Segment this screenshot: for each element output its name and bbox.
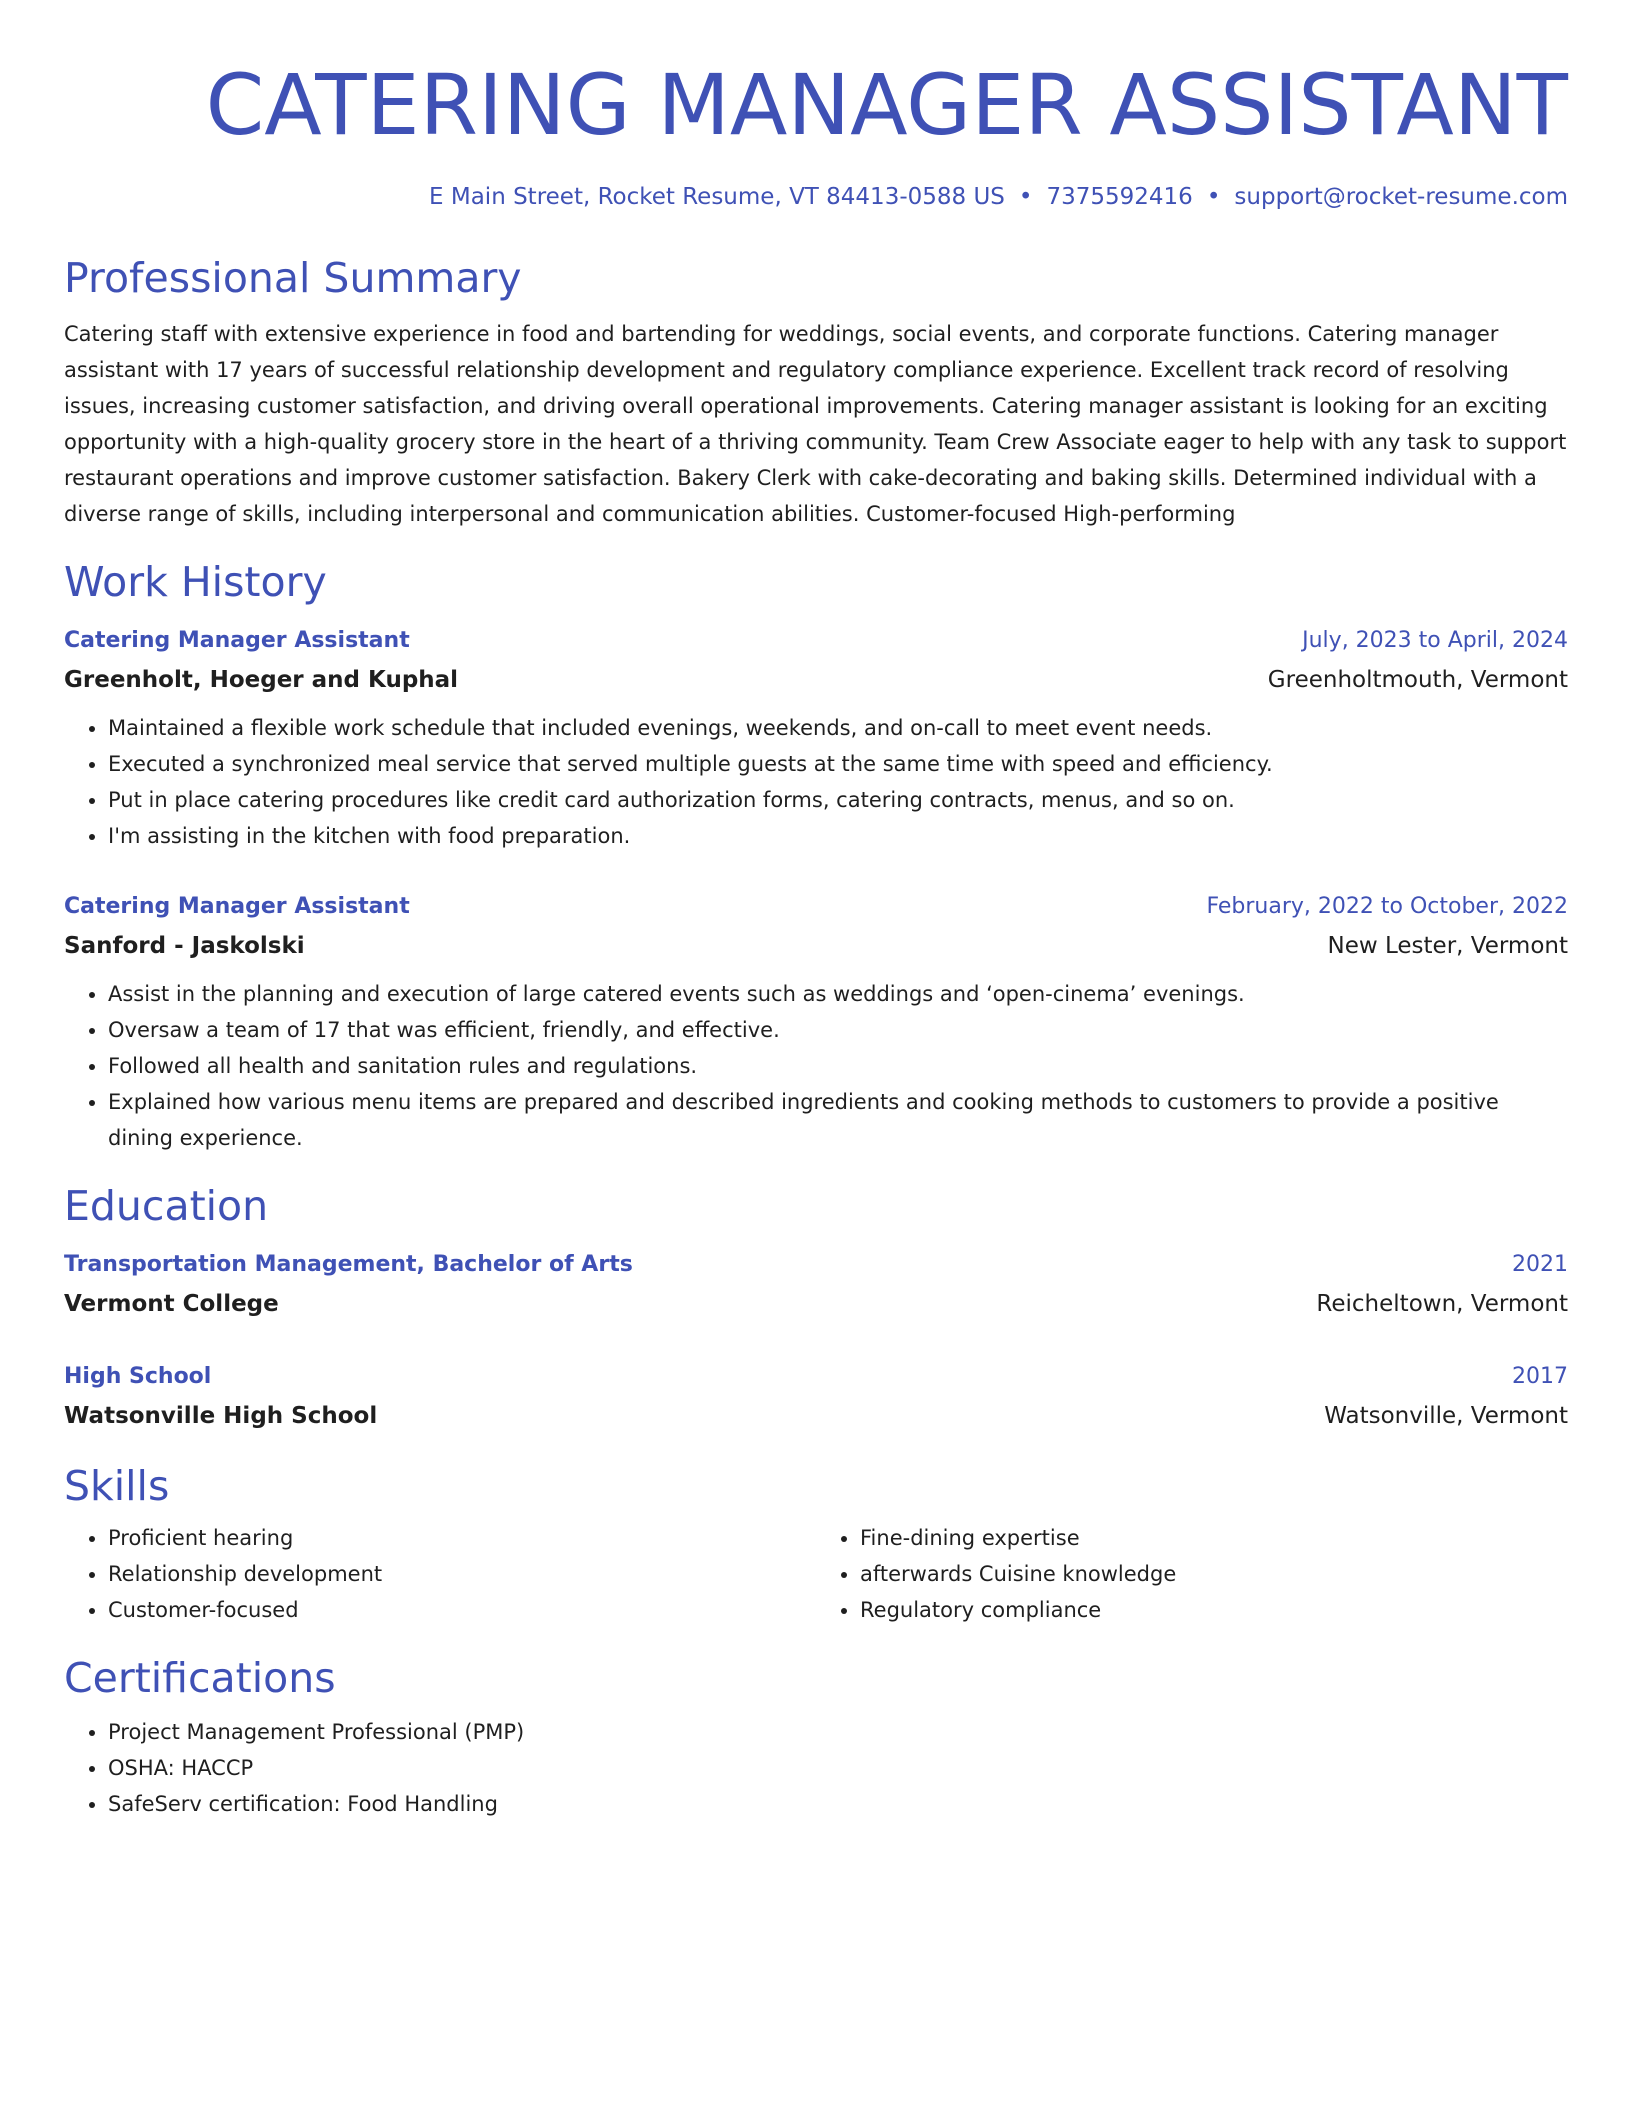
- job-bullet: • I'm assisting in the kitchen with food preparation.: [108, 818, 1568, 854]
- skill-item: • Relationship development: [108, 1556, 816, 1592]
- contact-email[interactable]: support@rocket-resume.com: [1234, 184, 1568, 210]
- skill-item: • Proficient hearing: [108, 1520, 816, 1556]
- job-dates: July, 2023 to April, 2024: [1302, 628, 1568, 653]
- certification-item: • SafeServ certification: Food Handling: [108, 1786, 1568, 1822]
- education-section: [64, 1180, 1568, 1436]
- job-bullet: • Explained how various menu items are prepared and described ingredients and cooking methods to customers to provide a positive dining experience.: [108, 1084, 1568, 1156]
- work-history-heading: Work History: [64, 558, 327, 606]
- education-year: 2017: [1512, 1364, 1568, 1389]
- job-bullet: • Assist in the planning and execution of large catered events such as weddings and ‘open-cinema’ evenings.: [108, 976, 1568, 1012]
- summary-heading: Professional Summary: [64, 254, 522, 302]
- skill-item: • Fine-dining expertise: [860, 1520, 1568, 1556]
- job-bullets: [64, 976, 1568, 1156]
- skills-list-right: [816, 1520, 1568, 1628]
- resume-page: [64, 0, 1568, 1822]
- contact-separator: •: [1206, 184, 1221, 210]
- contact-phone: 7375592416: [1046, 184, 1193, 210]
- skill-item: • afterwards Cuisine knowledge: [860, 1556, 1568, 1592]
- skills-heading: Skills: [64, 1462, 170, 1510]
- job-entry: [64, 622, 1568, 854]
- education-year: 2021: [1512, 1252, 1568, 1277]
- work-history-section: [64, 556, 1568, 1156]
- education-location: Watsonville, Vermont: [1324, 1403, 1568, 1429]
- skills-grid: [64, 1520, 1568, 1628]
- education-degree: High School: [64, 1364, 212, 1389]
- certifications-list: [64, 1714, 1568, 1822]
- job-location: Greenholtmouth, Vermont: [1267, 667, 1568, 693]
- contact-address: E Main Street, Rocket Resume, VT 84413-0588 US: [429, 184, 1005, 210]
- education-degree: Transportation Management, Bachelor of Arts: [64, 1252, 633, 1277]
- job-bullet: • Put in place catering procedures like credit card authorization forms, catering contracts, menus, and so on.: [108, 782, 1568, 818]
- job-company: Greenholt, Hoeger and Kuphal: [64, 667, 459, 693]
- summary-text: Catering staff with extensive experience in food and bartending for weddings, social events, and corporate functions. Catering manager assistant with 17 years of successful relationship development and regulatory compliance experience. Excellent track record of resolving issues, increasing customer satisfaction, and driving overall operational improvements. Catering manager assistant is looking for an exciting opportunity with a high-quality grocery store in the heart of a thriving community. Team Crew Associate eager to help with any task to support restaurant operations and improve customer satisfaction. Bakery Clerk with cake-decorating and baking skills. Determined individual with a diverse range of skills, including interpersonal and communication abilities. Customer-focused High-performing: [64, 322, 1567, 526]
- job-bullet: • Oversaw a team of 17 that was efficient, friendly, and effective.: [108, 1012, 1568, 1048]
- job-location: New Lester, Vermont: [1327, 933, 1568, 959]
- job-title: Catering Manager Assistant: [64, 894, 410, 919]
- skill-item: • Regulatory compliance: [860, 1592, 1568, 1628]
- education-location: Reicheltown, Vermont: [1316, 1291, 1568, 1317]
- certification-item: • Project Management Professional (PMP): [108, 1714, 1568, 1750]
- education-school: Vermont College: [64, 1291, 279, 1317]
- job-title: Catering Manager Assistant: [64, 628, 410, 653]
- skills-list-left: [64, 1520, 816, 1628]
- job-bullet: • Executed a synchronized meal service that served multiple guests at the same time with speed and efficiency.: [108, 746, 1568, 782]
- job-bullet: • Maintained a flexible work schedule that included evenings, weekends, and on-call to meet event needs.: [108, 710, 1568, 746]
- job-bullets: [64, 710, 1568, 854]
- skill-item: • Customer-focused: [108, 1592, 816, 1628]
- job-bullet: • Followed all health and sanitation rules and regulations.: [108, 1048, 1568, 1084]
- skills-section: [64, 1460, 1568, 1628]
- education-school: Watsonville High School: [64, 1403, 378, 1429]
- education-heading: Education: [64, 1182, 269, 1230]
- education-entry: [64, 1246, 1568, 1324]
- resume-title: CATERING MANAGER ASSISTANT: [205, 56, 1568, 154]
- job-company: Sanford - Jaskolski: [64, 933, 305, 959]
- job-dates: February, 2022 to October, 2022: [1206, 894, 1568, 919]
- contact-separator: •: [1018, 184, 1033, 210]
- contact-line: [64, 182, 1568, 212]
- education-entry: [64, 1358, 1568, 1436]
- job-entry: [64, 888, 1568, 1156]
- certifications-heading: Certifications: [64, 1654, 336, 1702]
- certifications-section: [64, 1652, 1568, 1822]
- certification-item: • OSHA: HACCP: [108, 1750, 1568, 1786]
